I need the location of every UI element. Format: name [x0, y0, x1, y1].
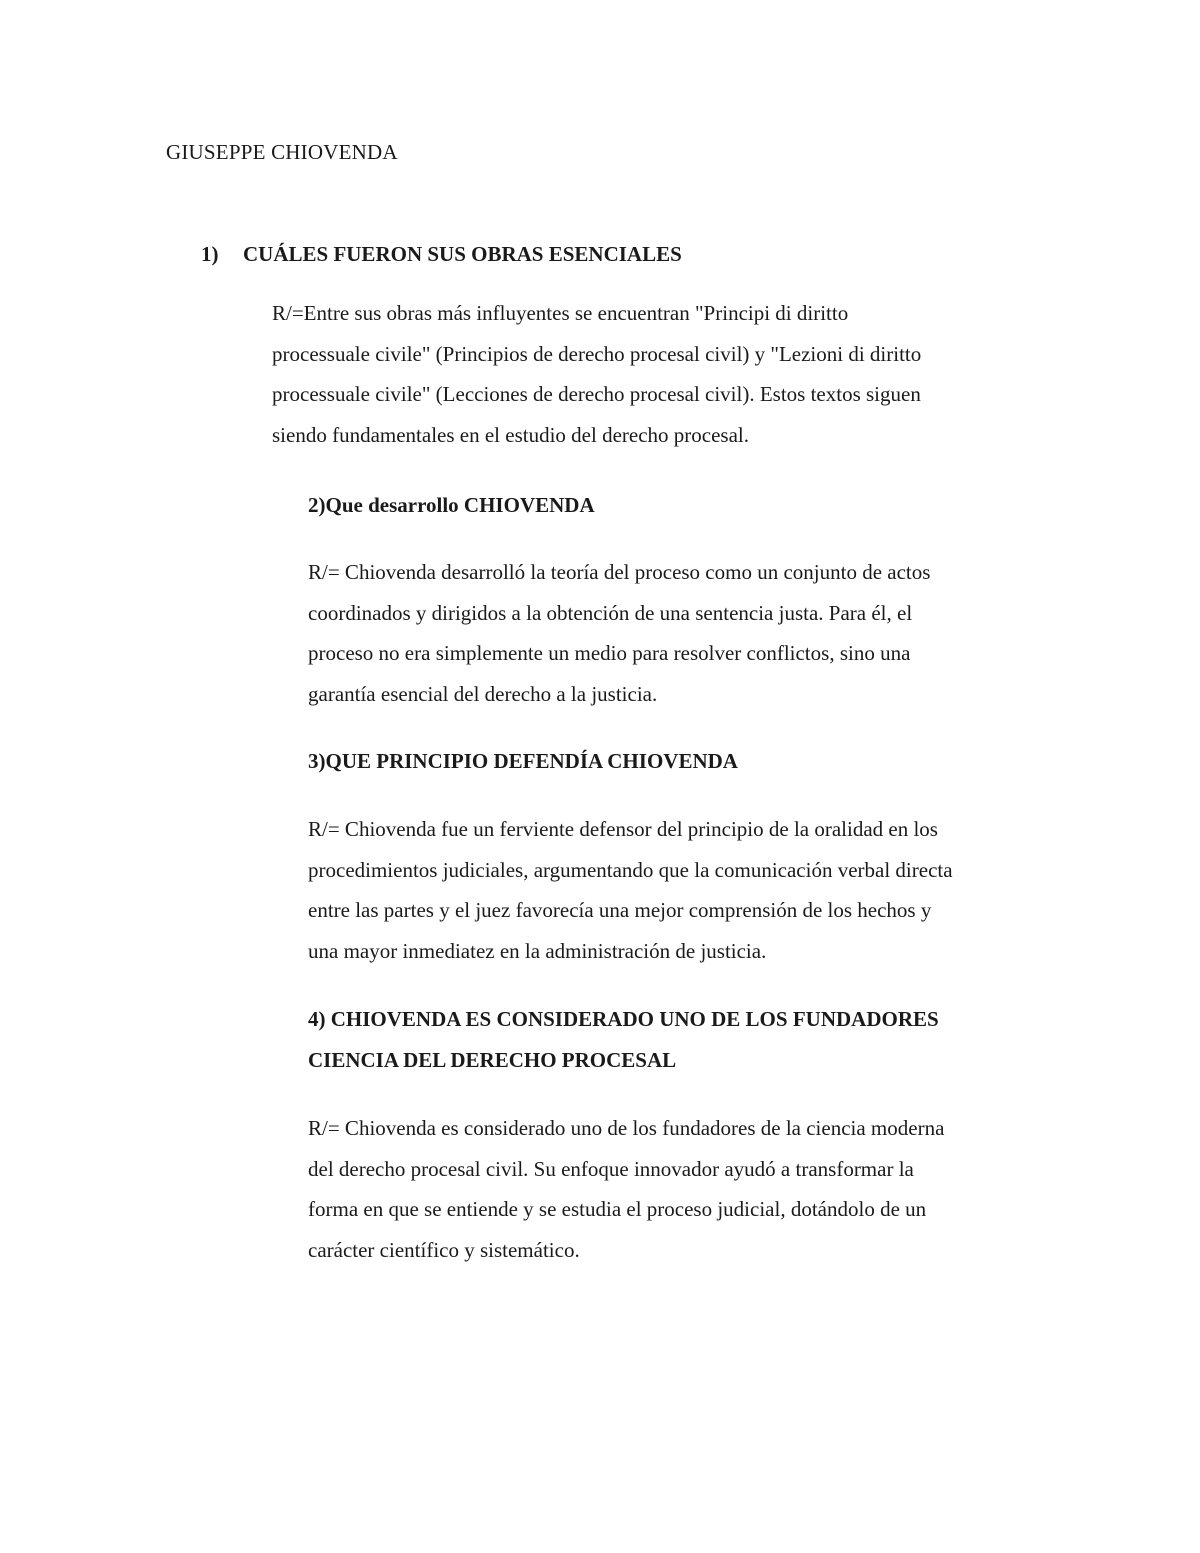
question-4-heading-line: 4) CHIOVENDA ES CONSIDERADO UNO DE LOS FUNDADORES	[308, 1007, 939, 1031]
answer-2-line: R/= Chiovenda desarrolló la teoría del proceso como un conjunto de actos	[308, 560, 931, 584]
question-1-text: CUÁLES FUERON SUS OBRAS ESENCIALES	[243, 242, 682, 266]
answer-4-line: carácter científico y sistemático.	[308, 1237, 580, 1262]
answer-3-line: procedimientos judiciales, argumentando que la comunicación verbal directa	[308, 857, 953, 882]
answer-2-line: garantía esencial del derecho a la justicia.	[308, 681, 658, 706]
answer-3-line: R/= Chiovenda fue un ferviente defensor del principio de la oralidad en los	[308, 817, 938, 841]
question-4-heading-line: CIENCIA DEL DERECHO PROCESAL	[308, 1048, 677, 1072]
answer-1	[272, 293, 1012, 455]
answer-1-line: processuale civile" (Principios de derecho procesal civil) y "Lezioni di diritto	[272, 341, 922, 366]
answer-3-line: entre las partes y el juez favorecía una mejor comprensión de los hechos y	[308, 898, 932, 922]
answer-4-line: R/= Chiovenda es considerado uno de los fundadores de la ciencia moderna	[308, 1116, 945, 1140]
answer-4	[308, 1108, 1038, 1270]
question-2-heading: 2)Que desarrollo CHIOVENDA	[308, 493, 595, 517]
answer-2-line: proceso no era simplemente un medio para resolver conflictos, sino una	[308, 641, 911, 665]
answer-1-line: R/=Entre sus obras más influyentes se encuentran "Principi di diritto	[272, 301, 849, 325]
question-3-heading: 3)QUE PRINCIPIO DEFENDÍA CHIOVENDA	[308, 749, 738, 773]
question-4-heading	[308, 999, 1048, 1081]
document-title: GIUSEPPE CHIOVENDA	[166, 140, 398, 164]
answer-4-line: del derecho procesal civil. Su enfoque innovador ayudó a transformar la	[308, 1156, 914, 1181]
answer-2	[308, 552, 1038, 714]
question-1-number: 1)	[201, 242, 219, 266]
question-1-heading	[201, 242, 682, 267]
answer-3-line: una mayor inmediatez en la administración de justicia.	[308, 938, 767, 963]
answer-4-line: forma en que se entiende y se estudia el proceso judicial, dotándolo de un	[308, 1197, 927, 1221]
answer-1-line: siendo fundamentales en el estudio del derecho procesal.	[272, 422, 749, 447]
answer-1-line: processuale civile" (Lecciones de derecho procesal civil). Estos textos siguen	[272, 382, 921, 406]
answer-2-line: coordinados y dirigidos a la obtención de una sentencia justa. Para él, el	[308, 600, 913, 625]
answer-3	[308, 809, 1048, 971]
